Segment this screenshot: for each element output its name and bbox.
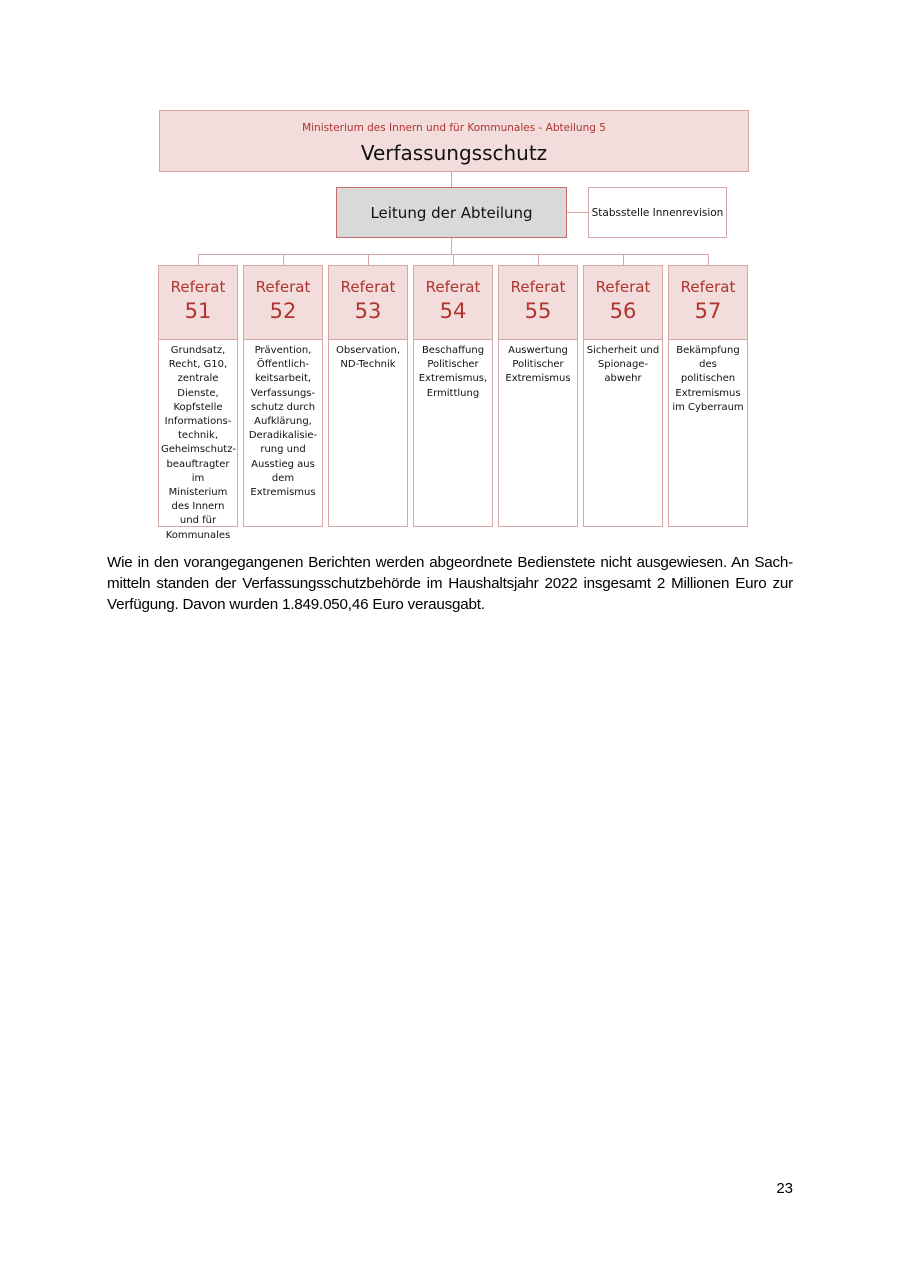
referat-box-52 bbox=[243, 265, 323, 527]
referat-header bbox=[499, 266, 577, 340]
referat-description: Observation, ND-Technik bbox=[335, 345, 401, 371]
referat-description: Beschaffung Politischer Extremismus, Ermittlung bbox=[418, 345, 488, 399]
page-number: 23 bbox=[776, 1180, 793, 1197]
referat-number: 52 bbox=[269, 299, 297, 323]
referat-label: Referat bbox=[595, 278, 651, 296]
connector-line bbox=[451, 172, 452, 187]
referat-description: Sicherheit und Spionage- abwehr bbox=[586, 345, 660, 385]
referat-box-51 bbox=[158, 265, 238, 541]
referat-label: Referat bbox=[425, 278, 481, 296]
referat-number: 54 bbox=[439, 299, 467, 323]
referat-box-54 bbox=[413, 265, 493, 527]
referat-number: 51 bbox=[184, 299, 212, 323]
referat-header bbox=[669, 266, 747, 340]
referat-number: 53 bbox=[354, 299, 382, 323]
org-chart bbox=[0, 0, 900, 540]
connector-line bbox=[368, 254, 369, 265]
referat-description: Auswertung Politischer Extremismus bbox=[505, 345, 571, 385]
referat-label: Referat bbox=[680, 278, 736, 296]
connector-line bbox=[567, 212, 588, 213]
ministry-box bbox=[159, 110, 749, 172]
referat-header bbox=[159, 266, 237, 340]
referat-header bbox=[584, 266, 662, 340]
connector-line bbox=[453, 254, 454, 265]
connector-line bbox=[283, 254, 284, 265]
referat-number: 55 bbox=[524, 299, 552, 323]
ministry-subtitle: Ministerium des Innern und für Kommunales - Abteilung 5 bbox=[302, 122, 606, 134]
referat-description: Bekämpfung des politischen Extremismus im Cyberraum bbox=[672, 345, 744, 413]
referat-box-57 bbox=[668, 265, 748, 527]
connector-line bbox=[623, 254, 624, 265]
referat-box-55 bbox=[498, 265, 578, 527]
referat-label: Referat bbox=[170, 278, 226, 296]
body-paragraph: Wie in den vorangegangenen Berichten werden abgeordnete Bedienstete nicht ausgewiesen. An Sach-mitteln standen der Verfassungsschutzbehörde im Haushaltsjahr 2022 insgesamt 2 Millionen Euro zur Verfügung. Davon wurden 1.849.050,46 Euro verausgabt. bbox=[107, 554, 793, 614]
ministry-title: Verfassungsschutz bbox=[360, 141, 548, 165]
referat-box-56 bbox=[583, 265, 663, 527]
connector-line bbox=[538, 254, 539, 265]
referat-description: Prävention, Öffentlich- keitsarbeit, Verfassungs- schutz durch Aufklärung, Deradikalisie- rung und Ausstieg aus dem Extremismus bbox=[248, 345, 318, 499]
referat-header bbox=[414, 266, 492, 340]
referat-number: 57 bbox=[694, 299, 722, 323]
referat-number: 56 bbox=[609, 299, 637, 323]
connector-line bbox=[451, 238, 452, 254]
connector-line bbox=[708, 254, 709, 265]
referat-box-53 bbox=[328, 265, 408, 527]
referat-header bbox=[244, 266, 322, 340]
stabsstelle-box: Stabsstelle Innenrevision bbox=[588, 187, 727, 238]
referat-label: Referat bbox=[340, 278, 396, 296]
referat-label: Referat bbox=[510, 278, 566, 296]
leitung-box: Leitung der Abteilung bbox=[336, 187, 567, 238]
connector-line bbox=[198, 254, 199, 265]
referat-label: Referat bbox=[255, 278, 311, 296]
referat-description: Grundsatz, Recht, G10, zentrale Dienste, Kopfstelle Informations- technik, Geheimschutz- beauftragter im Ministerium des Innern und für Kommunales bbox=[161, 345, 237, 541]
referat-header bbox=[329, 266, 407, 340]
